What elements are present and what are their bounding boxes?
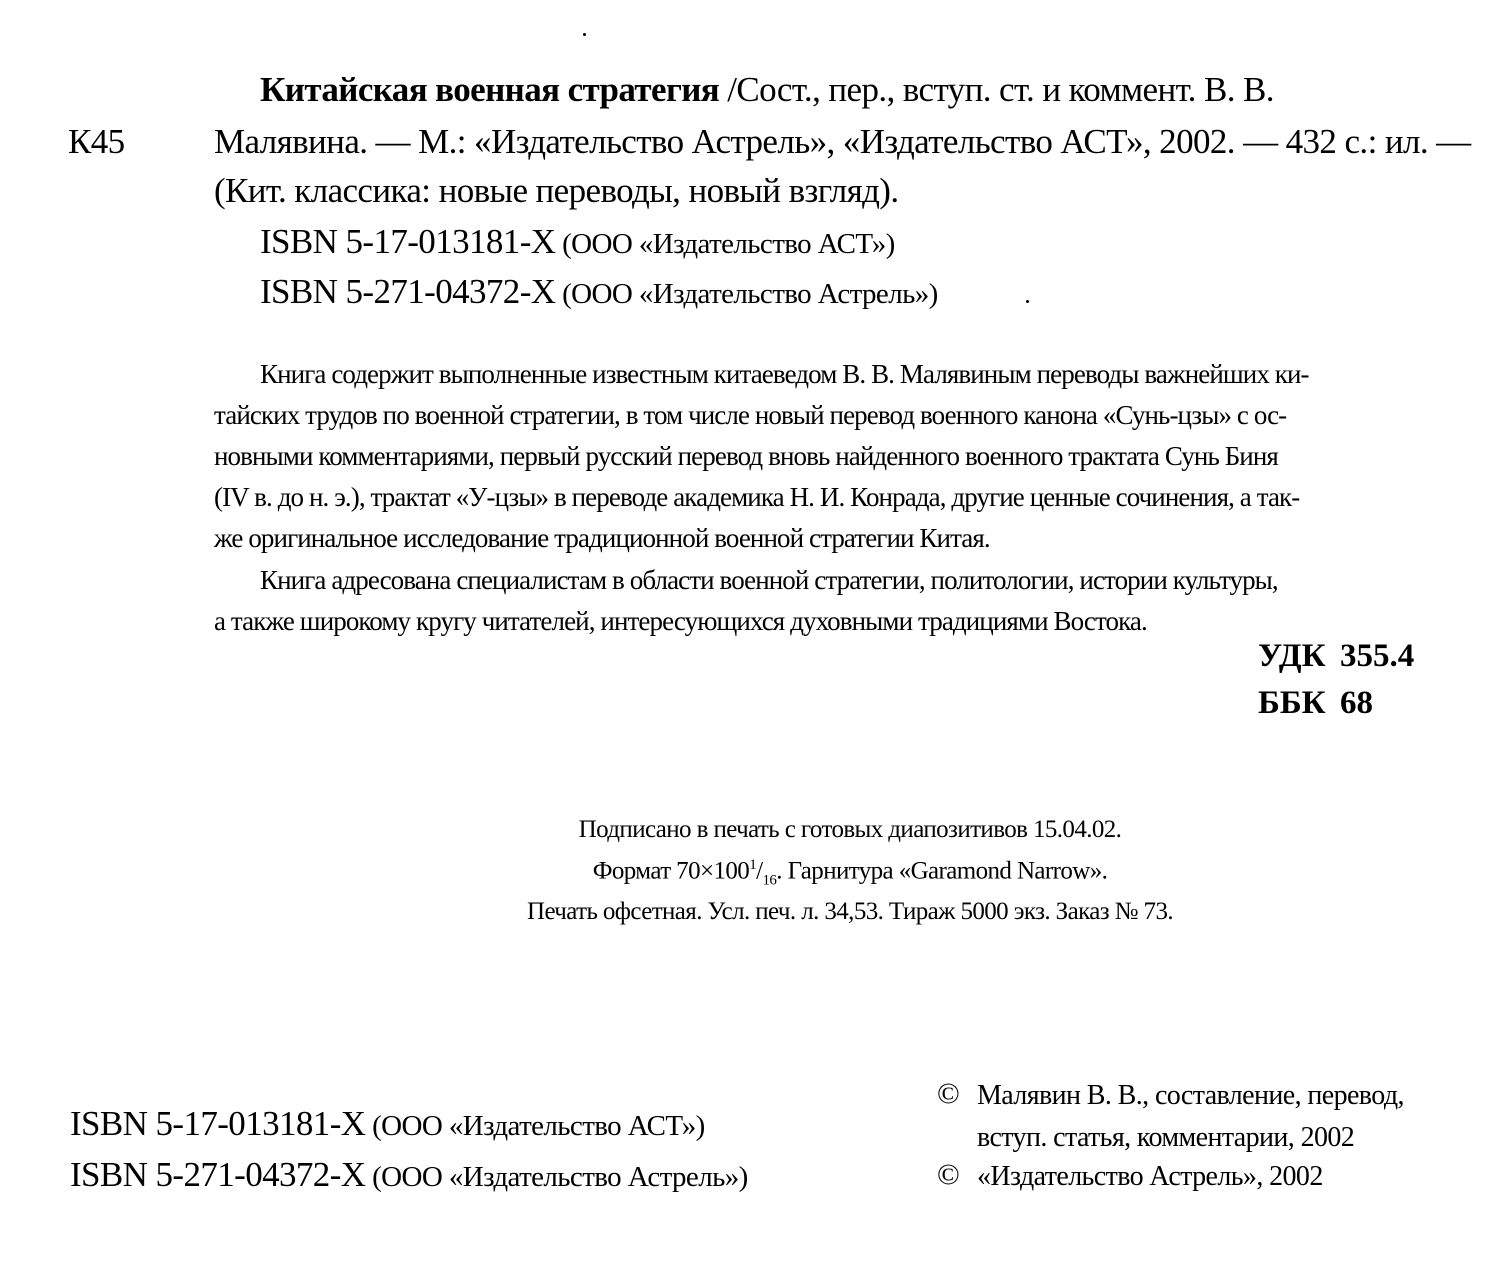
udk-label: УДК (1258, 638, 1326, 674)
isbn-publisher: (ООО «Издательство АСТ») (365, 1110, 705, 1142)
library-code: К45 (68, 122, 125, 161)
bottom-isbn-astrel (70, 1157, 748, 1192)
record-title-line (260, 72, 1274, 107)
record-series-line: (Кит. классика: новые переводы, новый взгляд). (214, 171, 899, 210)
annotation-line: новными комментариями, первый русский перевод вновь найденного военного трактата Сунь Биня (214, 441, 1278, 471)
imprint-format-line: Формат $70\times 100^1/_{16}$. Гарнитура «Garamond Narrow». (592, 857, 1108, 889)
annotation-line: а также широкому кругу читателей, интересующихся духовными традициями Востока. (214, 606, 1147, 636)
copyright-author-line-1: Малявин В. В., составление, перевод, (977, 1080, 1404, 1111)
annotation-line: же оригинальное исследование традиционной военной стратегии Китая. (214, 523, 990, 553)
annotation-line: (IV в. до н. э.), трактат «У-цзы» в переводе академика Н. И. Конрада, другие ценные сочинения, а так- (214, 482, 1300, 512)
bbk-value: 68 (1340, 685, 1373, 721)
annotation-paragraph-1 (214, 354, 1424, 559)
record-responsibility: /Сост., пер., вступ. ст. и коммент. В. В. (719, 70, 1274, 109)
scan-speck (583, 33, 586, 36)
scan-speck (1026, 300, 1029, 303)
udk-value: 355.4 (1340, 638, 1415, 674)
isbn-number: ISBN 5-17-013181-X (70, 1104, 366, 1143)
imprint-print-line: Печать офсетная. Усл. печ. л. 34,53. Тираж 5000 экз. Заказ № 73. (526, 898, 1174, 925)
copyright-author-line-2: вступ. статья, комментарии, 2002 (977, 1122, 1355, 1153)
isbn-publisher: (ООО «Издательство АСТ») (555, 228, 895, 260)
bottom-isbn-ast (70, 1106, 705, 1141)
bbk-label: ББК (1258, 685, 1326, 721)
format-denominator: 16 (762, 872, 777, 889)
isbn-number: ISBN 5-271-04372-X (260, 272, 556, 311)
format-prefix: Формат 70×100 (592, 857, 750, 885)
copyright-icon: © (937, 1158, 960, 1191)
record-isbn-ast (260, 224, 895, 259)
format-suffix: . Гарнитура «Garamond Narrow». (776, 857, 1108, 885)
imprint-signed-line: Подписано в печать с готовых диапозитивов 15.04.02. (578, 816, 1122, 843)
annotation-line: тайских трудов по военной стратегии, в том числе новый перевод военного канона «Сунь-цзы» с ос- (214, 400, 1287, 430)
format-numerator: 1 (749, 857, 757, 873)
isbn-number: ISBN 5-271-04372-X (70, 1155, 366, 1194)
book-title: Китайская военная стратегия (260, 70, 720, 109)
isbn-publisher: (ООО «Издательство Астрель») (555, 278, 938, 310)
annotation-paragraph-2 (214, 560, 1424, 642)
record-isbn-astrel (260, 274, 938, 309)
annotation-line: Книга содержит выполненные известным китаеведом В. В. Малявиным переводы важнейших ки- (260, 359, 1309, 389)
annotation-line: Книга адресована специалистам в области военной стратегии, политологии, истории культуры, (260, 565, 1278, 595)
copyright-publisher: «Издательство Астрель», 2002 (977, 1161, 1323, 1192)
record-publication-line: Малявина. — М.: «Издательство Астрель», «Издательство АСТ», 2002. — 432 с.: ил. — (214, 122, 1471, 161)
isbn-publisher: (ООО «Издательство Астрель») (365, 1161, 748, 1193)
isbn-number: ISBN 5-17-013181-X (260, 222, 556, 261)
copyright-icon: © (937, 1077, 960, 1110)
